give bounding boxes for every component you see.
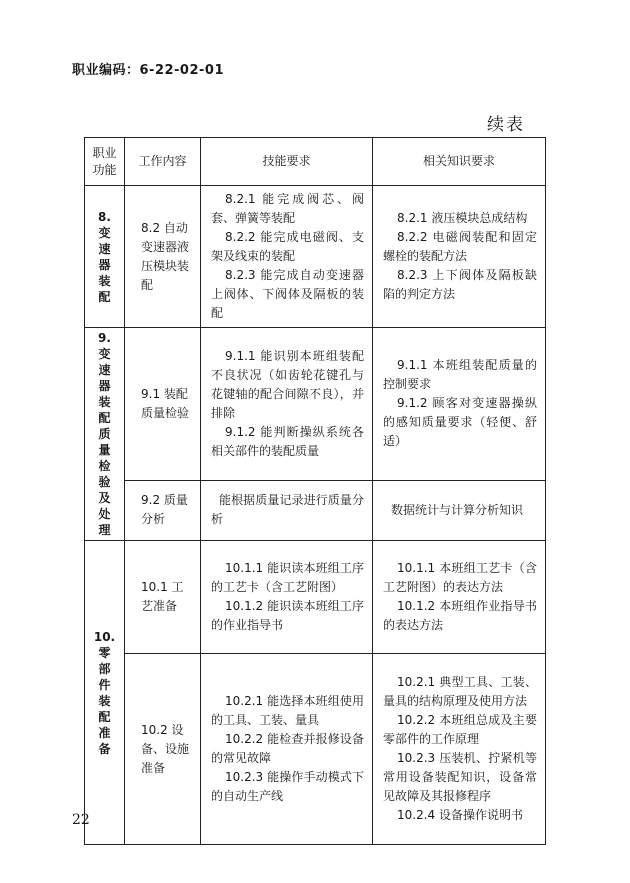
table-row: [85, 328, 546, 481]
work-content-cell: 9.1 装配质量检验: [125, 328, 201, 481]
function-number: 9.: [98, 331, 111, 345]
knowledge-item: 10.1.1 本班组工艺卡（含工艺附图）的表达方法: [383, 561, 537, 594]
work-content-cell: 9.2 质量分析: [125, 480, 201, 540]
skill-item: 10.2.3 能操作手动模式下的自动生产线: [211, 770, 364, 803]
skill-item: 10.1.2 能识读本班组工序的作业指导书: [211, 599, 364, 632]
knowledge-item: 10.1.2 本班组作业指导书的表达方法: [383, 599, 537, 632]
function-number: 10.: [93, 629, 116, 644]
table-row: [85, 654, 546, 845]
function-cell: [85, 328, 125, 541]
function-name: 零部件装配准备: [98, 645, 111, 756]
skill-item: 8.2.3 能完成自动变速器上阀体、下阀体及隔板的装配: [211, 268, 364, 320]
skill-item: 10.2.2 能检查并报修设备的常见故障: [211, 732, 364, 765]
function-cell: [85, 186, 125, 328]
work-content-cell: 10.2 设备、设施准备: [125, 654, 201, 845]
header-knowledge: 相关知识要求: [373, 138, 546, 186]
knowledge-item: 8.2.1 液压模块总成结构: [397, 211, 528, 225]
knowledge-item: 数据统计与计算分析知识: [391, 502, 524, 517]
knowledge-item: 8.2.2 电磁阀装配和固定螺栓的装配方法: [383, 230, 537, 263]
work-content-cell: 8.2 自动变速器液压模块装配: [125, 186, 201, 328]
skill-item: 9.1.2 能判断操纵系统各相关部件的装配质量: [211, 424, 364, 458]
knowledge-item: 10.2.2 本班组总成及主要零部件的工作原理: [383, 713, 537, 746]
header-function: 职业功能: [85, 138, 125, 186]
knowledge-cell: [373, 480, 546, 540]
skills-cell: [201, 541, 373, 654]
page-number: 22: [72, 812, 90, 828]
knowledge-item: 9.1.2 顾客对变速器操纵的感知质量要求（轻便、舒适）: [383, 396, 537, 449]
table-row: [85, 541, 546, 654]
skill-item: 10.1.1 能识读本班组工序的工艺卡（含工艺附图）: [211, 561, 364, 594]
knowledge-cell: [373, 654, 546, 845]
header-content: 工作内容: [125, 138, 201, 186]
function-cell: [85, 541, 125, 845]
knowledge-item: 9.1.1 本班组装配质量的控制要求: [383, 358, 537, 392]
table-row: [85, 186, 546, 328]
function-name: 变速器装配: [98, 225, 111, 304]
knowledge-cell: [373, 328, 546, 481]
knowledge-cell: [373, 186, 546, 328]
knowledge-item: 10.2.3 压装机、拧紧机等常用设备装配知识，设备常见故障及其报修程序: [383, 751, 537, 803]
header-skills: 技能要求: [201, 138, 373, 186]
skill-item: 9.1.1 能识别本班组装配不良状况（如齿轮花键孔与花键轴的配合间隙不良），并排除: [211, 348, 364, 420]
table-row: [85, 480, 546, 540]
requirements-table-wrap: [84, 137, 545, 845]
skill-item: 8.2.1 能完成阀芯、阀套、弹簧等装配: [211, 192, 364, 225]
table-header-row: [85, 138, 546, 186]
skills-cell: [201, 480, 373, 540]
skills-cell: [201, 328, 373, 481]
skills-cell: [201, 186, 373, 328]
function-number: 8.: [98, 209, 111, 224]
skill-item: 10.2.1 能选择本班组使用的工具、工装、量具: [211, 694, 364, 727]
knowledge-item: 10.2.1 典型工具、工装、量具的结构原理及使用方法: [383, 675, 537, 708]
skills-cell: [201, 654, 373, 845]
page-header-code: 职业编码：6-22-02-01: [72, 63, 225, 78]
knowledge-item: 8.2.3 上下阀体及隔板缺陷的判定方法: [383, 268, 537, 301]
skill-item: 8.2.2 能完成电磁阀、支架及线束的装配: [211, 230, 364, 263]
knowledge-item: 10.2.4 设备操作说明书: [397, 808, 523, 822]
function-name: 变速器装配质量检验及处理: [98, 347, 111, 537]
work-content-cell: 10.1 工艺准备: [125, 541, 201, 654]
skill-item: 能根据质量记录进行质量分析: [211, 493, 364, 527]
knowledge-cell: [373, 541, 546, 654]
continued-label: 续表: [487, 115, 525, 135]
requirements-table: [84, 137, 546, 845]
